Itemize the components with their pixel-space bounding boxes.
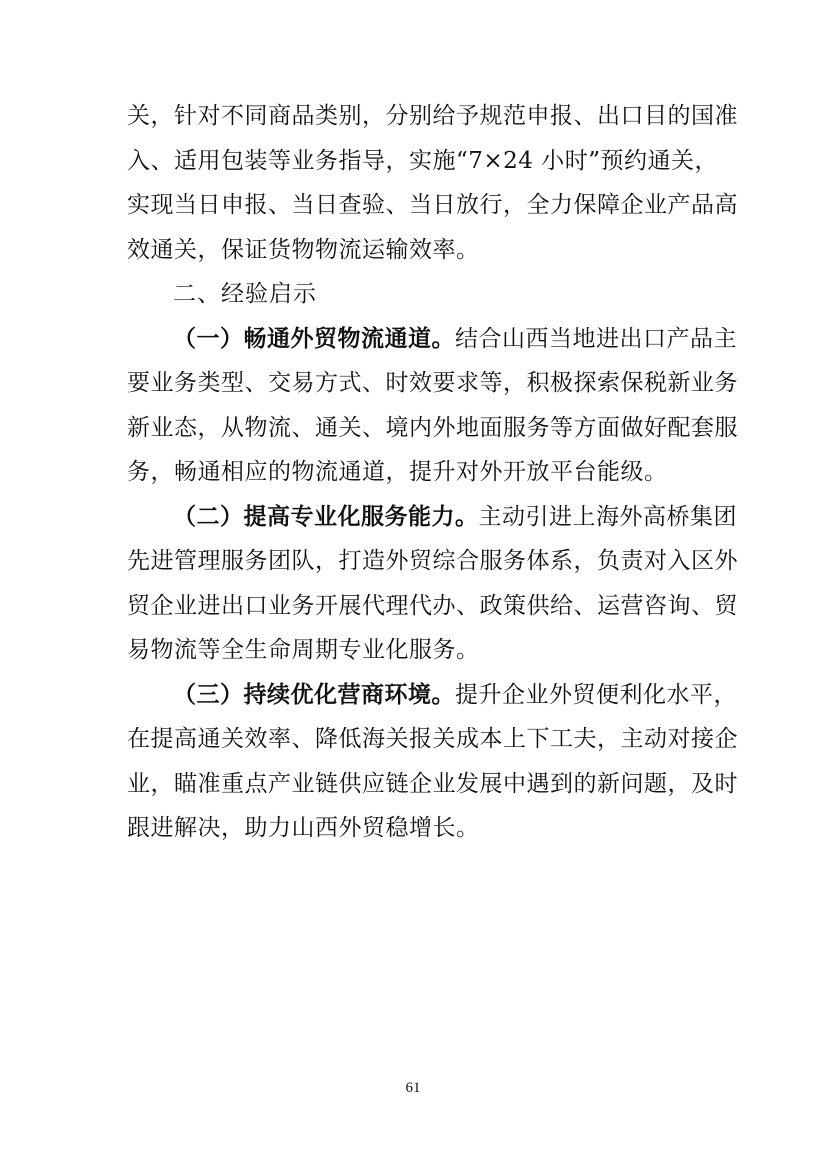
paragraph-line: 务，畅通相应的物流通道，提升对外开放平台能级。	[127, 459, 668, 485]
paragraph-line: 易物流等全生命周期专业化服务。	[127, 637, 480, 663]
item-first-line	[127, 499, 737, 544]
item-text: 结合山西当地进出口产品主	[455, 325, 737, 352]
item-title: （二）提高专业化服务能力。	[173, 503, 479, 530]
item-text: 主动引进上海外高桥集团	[478, 503, 737, 530]
paragraph-line: 跟进解决，助力山西外贸稳增长。	[127, 815, 480, 841]
paragraph-line: 要业务类型、交易方式、时效要求等，积极探索保税新业务	[127, 370, 738, 396]
item-first-line	[127, 677, 737, 722]
section-heading: 二、经验启示	[173, 281, 317, 307]
paragraph-line: 贸企业进出口业务开展代理代办、政策供给、运营咨询、贸	[127, 592, 738, 619]
paragraph-line: 新业态，从物流、通关、境内外地面服务等方面做好配套服	[127, 414, 738, 441]
page-number: 61	[405, 1080, 421, 1096]
paragraph-line: 业，瞄准重点产业链供应链企业发展中遇到的新问题，及时	[127, 770, 738, 797]
paragraph-line: 入、适用包装等业务指导，实施“7×24 小时”预约通关，	[127, 147, 718, 174]
item-first-line	[127, 321, 737, 366]
item-text: 提升企业外贸便利化水平，	[455, 681, 737, 708]
paragraph-line: 效通关，保证货物物流运输效率。	[127, 236, 480, 263]
item-title: （三）持续优化营商环境。	[173, 681, 455, 708]
paragraph-line: 关，针对不同商品类别，分别给予规范申报、出口目的国准	[127, 103, 738, 129]
document-body	[127, 98, 738, 855]
paragraph-line: 先进管理服务团队，打造外贸综合服务体系，负责对入区外	[127, 548, 738, 574]
paragraph-line: 在提高通关效率、降低海关报关成本上下工夫，主动对接企	[127, 726, 738, 752]
paragraph-line: 实现当日申报、当日查验、当日放行，全力保障企业产品高	[127, 192, 738, 218]
item-title: （一）畅通外贸物流通道。	[173, 325, 455, 352]
